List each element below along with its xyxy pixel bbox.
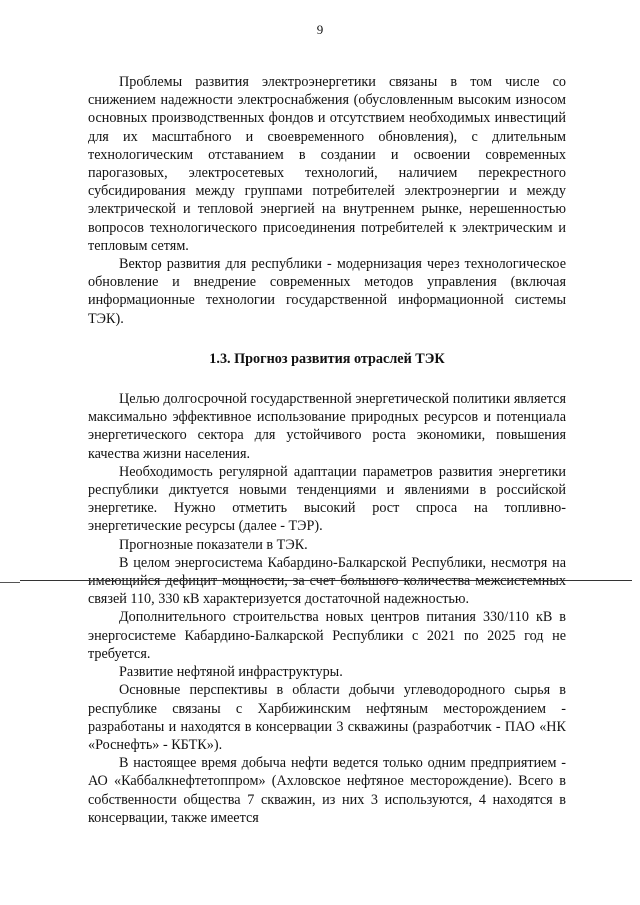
paragraph-oil-production: В настоящее время добыча нефти ведется только одним предприятием - АО «Каббалкнефтетоппром» (Ахловское нефтяное месторождение). Всего в собственности общества 7 скважин, из них 3 используются, 4 находятся в консервации, также имеется [88,755,566,826]
paragraph-forecast-indicators: Прогнозные показатели в ТЭК. [119,536,308,553]
paragraph-development-vector: Вектор развития для республики - модернизация через технологическое обновление и внедрение современных методов управления (включая информационные технологии государственной информационной системы ТЭК). [88,256,566,327]
page-number: 9 [316,22,324,37]
paragraph-hydrocarbon-prospects: Основные перспективы в области добычи углеводородного сырья в республике связаны с Харбижинским нефтяным месторождением - разработаны и находятся в консервации 3 скважины (разработчик - ПАО «НК «Роснефть» - КБТК»). [88,682,566,753]
scan-mark-left [0,582,20,583]
document-body [88,73,566,827]
paragraph-energy-problems: Проблемы развития электроэнергетики связаны в том числе со снижением надежности электроснабжения (обусловленным высоким износом основных производственных фондов и отсутствием необходимых инвестиций для их масштабного и своевременного обновления), с длительным технологическим отставанием в создании и освоении современных парогазовых, электросетевых технологий, наличием перекрестного субсидирования между группами потребителей электроэнергии и между электрической и тепловой энергией на внутреннем рынке, нерешенностью вопросов технологического присоединения потребителей к электрическим и тепловым сетям. [88,74,566,254]
paragraph-adaptation-need: Необходимость регулярной адаптации параметров развития энергетики республики диктуется новыми тенденциями и явлениями в российской энергетике. Нужно отметить высокий рост спроса на топливно-энергетические ресурсы (далее - ТЭР). [88,463,566,535]
paragraph-oil-infrastructure: Развитие нефтяной инфраструктуры. [119,664,343,681]
paragraph-policy-goal: Целью долгосрочной государственной энергетической политики является максимально эффективное использование природных ресурсов и потенциала энергетического сектора для устойчивого роста экономики, повышения качества жизни населения. [88,391,566,462]
scan-fold-line [20,580,632,581]
paragraph-power-centers: Дополнительного строительства новых центров питания 330/110 кВ в энергосистеме Кабардино-Балкарской Республики с 2021 по 2025 год не требуется. [88,609,566,662]
section-heading: 1.3. Прогноз развития отраслей ТЭК [209,350,445,367]
paragraph-energy-system: В целом энергосистема Кабардино-Балкарской Республики, несмотря на имеющийся дефицит мощности, за счет большого количества межсистемных связей 110, 330 кВ характеризуется достаточной надежностью. [88,554,566,608]
